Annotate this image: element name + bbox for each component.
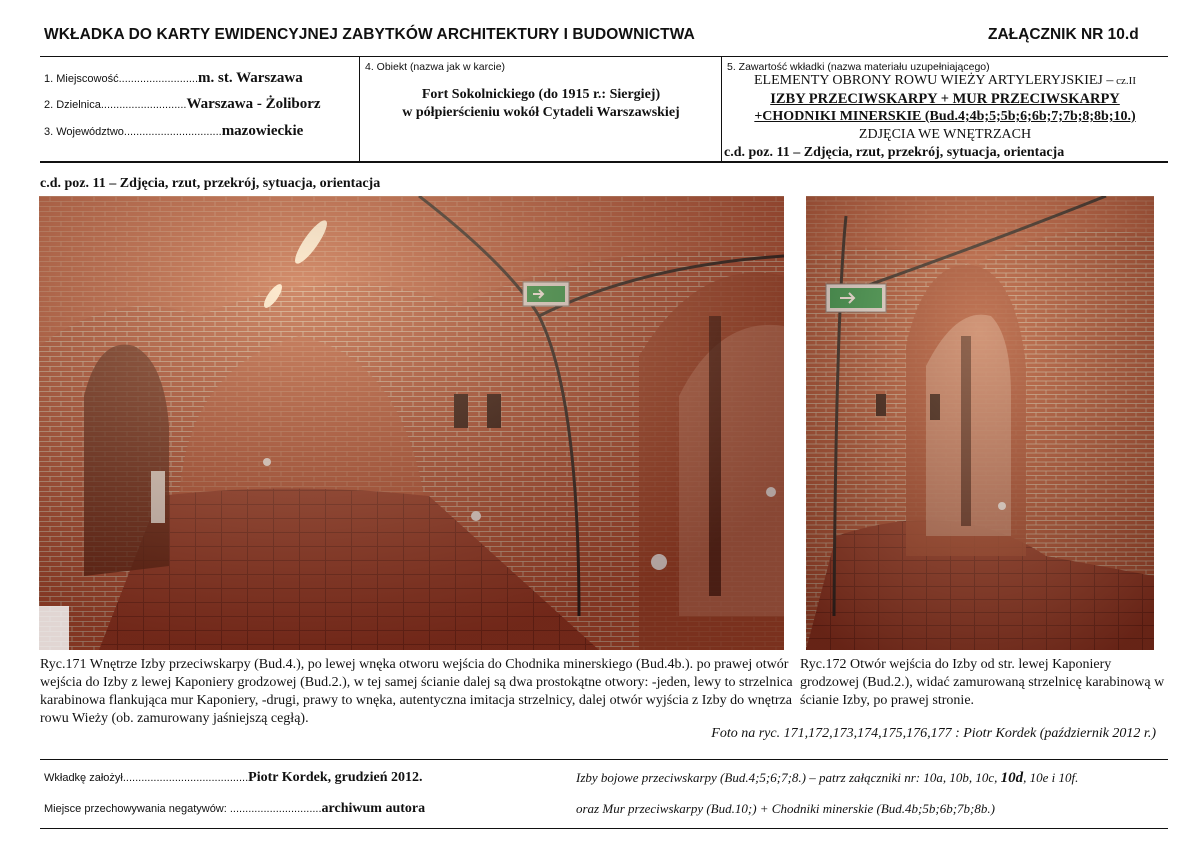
photo-right-caption: Ryc.172 Otwór wejścia do Izby od str. lewej Kaponiery grodzowej (Bud.2.), widać zamurowaną strzelnicę karabinową w ścianie Izby, po prawej stronie.: [800, 657, 1165, 708]
author-field: [44, 770, 423, 786]
contents-line5: c.d. poz. 11 – Zdjęcia, rzut, przekrój, sytuacja, orientacja: [724, 145, 1065, 160]
annex-number: ZAŁĄCZNIK NR 10.d: [988, 26, 1139, 43]
contents-label: 5. Zawartość wkładki (nazwa materiału uzupełniającego): [727, 61, 990, 73]
photo-left: [39, 196, 784, 650]
object-name-line2: w półpierścieniu wokół Cytadeli Warszawskiej: [402, 105, 680, 120]
contents-line1-text: ELEMENTY OBRONY ROWU WIEŻY ARTYLERYJSKIEJ –: [754, 73, 1114, 88]
author-value: Piotr Kordek, grudzień 2012.: [248, 770, 423, 785]
footer-top-line: [40, 759, 1168, 760]
town-value: m. st. Warszawa: [198, 70, 303, 86]
header-top-line: [40, 56, 1168, 57]
storage-value: archiwum autora: [321, 801, 426, 816]
district-value: Warszawa - Żoliborz: [186, 96, 321, 112]
note1-tail: , 10e i 10f.: [1023, 770, 1079, 785]
district-field: [44, 96, 321, 113]
author-label: Wkładkę założył.........................................: [44, 772, 249, 784]
related-structures-note: oraz Mur przeciwskarpy (Bud.10;) + Chodniki minerskie (Bud.4b;5b;6b;7b;8b.): [576, 801, 995, 816]
document-title: WKŁADKA DO KARTY EWIDENCYJNEJ ZABYTKÓW ARCHITEKTURY I BUDOWNICTWA: [44, 26, 695, 43]
contents-line1: [724, 73, 1166, 89]
related-annexes-note: [576, 770, 1078, 787]
footer-bottom-line: [40, 828, 1168, 829]
photo-left-caption: Ryc.171 Wnętrze Izby przeciwskarpy (Bud.4.), po lewej wnęka otworu wejścia do Chodnika minerskiego (Bud.4b.). po prawej otwór wejścia do Izby z lewej Kaponiery grodzowej (Bud.2.), w tej samej ścianie dalej są dwa prostokątne otwory: -jeden, lewy to strzelnica karabinowa flankująca mur Kaponiery, -drugi, prawy to wnęka, autentyczna imitacja strzelnicy, dalej otwór wyjścia z Izby do wnętrza rowu Wieży (ob. zamurowany jaśniejszą cegłą).: [40, 657, 793, 726]
voivodeship-field: [44, 123, 303, 140]
note1-current-annex: 10d: [1000, 770, 1024, 786]
voivodeship-label: 3. Województwo................................: [44, 126, 222, 138]
header-divider-2: [721, 56, 722, 162]
header-divider-1: [359, 56, 360, 162]
section-heading: c.d. poz. 11 – Zdjęcia, rzut, przekrój, sytuacja, orientacja: [40, 176, 381, 191]
header-bottom-line: [40, 161, 1168, 163]
photo-right: [806, 196, 1154, 650]
district-label: 2. Dzielnica............................: [44, 99, 187, 111]
town-label: 1. Miejscowość..........................: [44, 73, 199, 85]
town-field: [44, 70, 303, 87]
voivodeship-value: mazowieckie: [221, 123, 304, 139]
contents-line4: ZDJĘCIA WE WNĘTRZACH: [858, 127, 1032, 142]
storage-label: Miejsce przechowywania negatywów: ..............................: [44, 803, 322, 815]
photo-credit: Foto na ryc. 171,172,173,174,175,176,177 : Piotr Kordek (październik 2012 r.): [711, 726, 1156, 741]
contents-line2: IZBY PRZECIWSKARPY + MUR PRZECIWSKARPY: [770, 91, 1120, 107]
brick-arch-doorway-icon: [806, 196, 1154, 650]
contents-line3: +CHODNIKI MINERSKIE (Bud.4;4b;5;5b;6;6b;7;7b;8;8b;10.): [754, 109, 1136, 124]
note1-text: Izby bojowe przeciwskarpy (Bud.4;5;6;7;8.) – patrz załączniki nr: 10a, 10b, 10c,: [576, 770, 1001, 785]
object-name-line1: Fort Sokolnickiego (do 1915 r.: Siergiej): [421, 87, 661, 102]
vaulted-brick-chamber-icon: [39, 196, 784, 650]
storage-field: [44, 801, 425, 817]
object-label: 4. Obiekt (nazwa jak w karcie): [365, 61, 506, 73]
contents-line1-part: cz.II: [1113, 75, 1136, 87]
